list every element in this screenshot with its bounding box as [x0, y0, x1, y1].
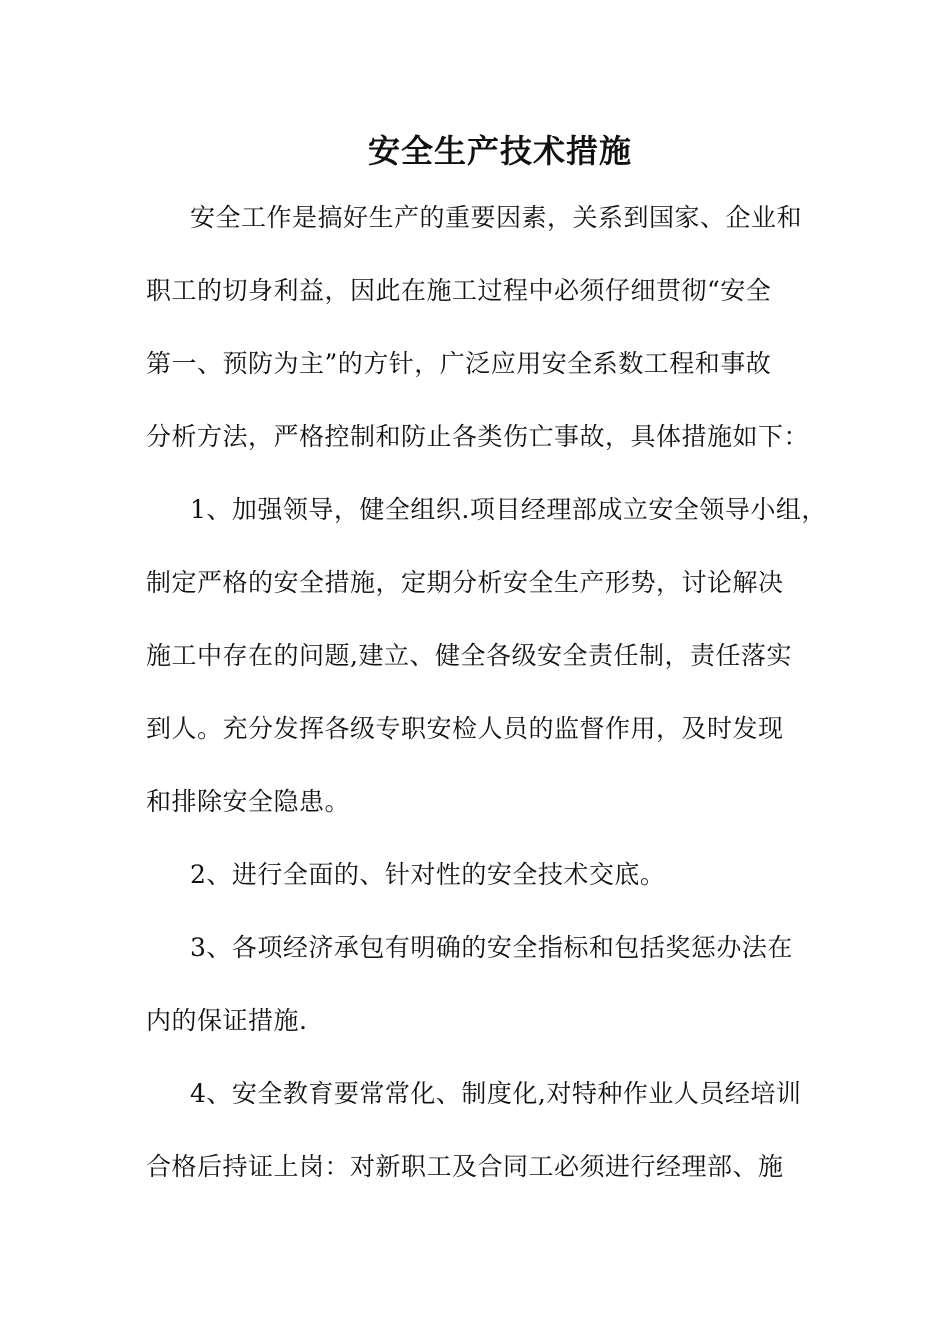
paragraph-line-item2-1: 2、进行全面的、针对性的安全技术交底。 [190, 860, 666, 889]
paragraph-line-item3-1: 3、各项经济承包有明确的安全指标和包括奖惩办法在 [190, 933, 793, 962]
paragraph-line-item1-4: 到人。充分发挥各级专职安检人员的监督作用，及时发现 [146, 714, 784, 743]
paragraph-line-item1-1: 1、加强领导，健全组织.项目经理部成立安全领导小组， [190, 495, 827, 524]
document-title: 安全生产技术措施 [367, 132, 632, 170]
paragraph-line-item1-2: 制定严格的安全措施，定期分析安全生产形势，讨论解决 [146, 568, 784, 597]
paragraph-line-item4-1: 4、安全教育要常常化、制度化,对特种作业人员经培训 [190, 1079, 802, 1108]
paragraph-line-intro-1: 安全工作是搞好生产的重要因素，关系到国家、企业和 [190, 203, 803, 232]
paragraph-line-item1-3: 施工中存在的问题,建立、健全各级安全责任制，责任落实 [146, 641, 792, 670]
document-body [146, 196, 827, 1218]
paragraph-line-intro-3: 第一、预防为主”的方针，广泛应用安全系数工程和事故 [146, 349, 772, 378]
paragraph-line-intro-4: 分析方法，严格控制和防止各类伤亡事故，具体措施如下： [146, 422, 810, 451]
paragraph-line-intro-2: 职工的切身利益，因此在施工过程中必须仔细贯彻“安全 [146, 276, 772, 305]
paragraph-line-item1-5: 和排除安全隐患。 [146, 787, 351, 816]
paragraph-line-item3-2: 内的保证措施. [146, 1006, 308, 1035]
paragraph-line-item4-2: 合格后持证上岗：对新职工及合同工必须进行经理部、施 [146, 1152, 784, 1181]
